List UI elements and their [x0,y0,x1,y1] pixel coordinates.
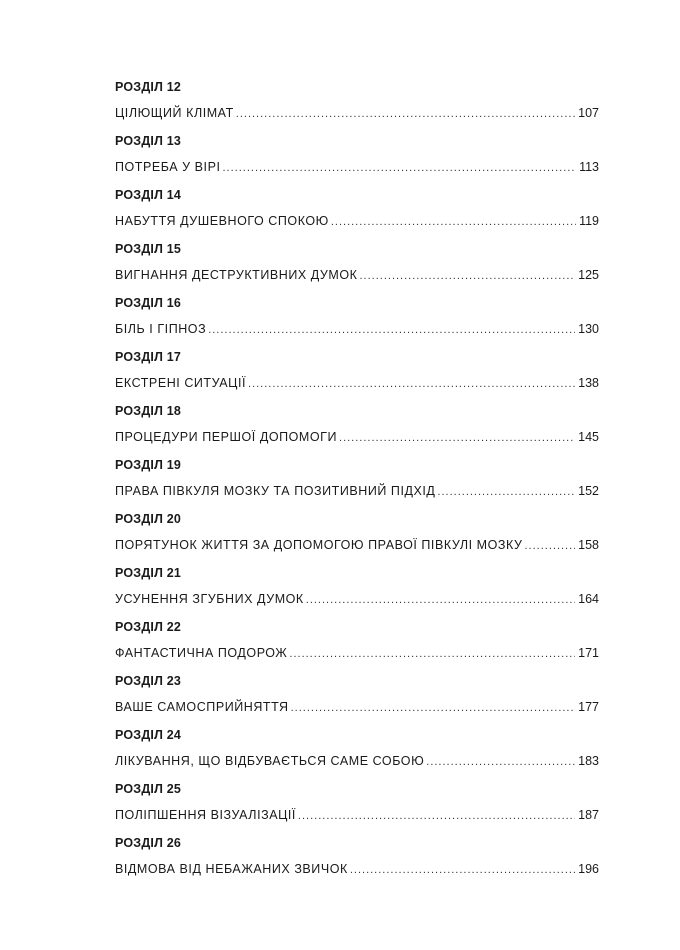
chapter-line[interactable] [115,267,599,283]
page-number[interactable]: 158 [578,538,599,552]
dot-leader [426,754,575,770]
dot-leader [291,700,576,716]
dot-leader [360,268,576,284]
chapter-number: РОЗДІЛ 18 [115,404,182,418]
dot-leader [298,808,575,824]
chapter-number: РОЗДІЛ 16 [115,296,182,310]
chapter-title[interactable]: ВІДМОВА ВІД НЕБАЖАНИХ ЗВИЧОК [115,862,348,876]
toc-entry[interactable] [115,241,599,292]
dot-leader [223,160,577,176]
chapter-number: РОЗДІЛ 25 [115,782,182,796]
page-number[interactable]: 107 [578,106,599,120]
chapter-title[interactable]: ЦІЛЮЩИЙ КЛІМАТ [115,106,234,120]
toc-entry[interactable] [115,133,599,184]
page-number[interactable]: 187 [578,808,599,822]
dot-leader [236,106,575,122]
dot-leader [306,592,575,608]
toc-entry[interactable] [115,511,599,562]
chapter-line[interactable] [115,375,599,391]
toc-entry[interactable] [115,835,599,886]
chapter-number: РОЗДІЛ 22 [115,620,182,634]
chapter-title[interactable]: ПОРЯТУНОК ЖИТТЯ ЗА ДОПОМОГОЮ ПРАВОЇ ПІВКУЛІ МОЗКУ [115,538,523,552]
chapter-number: РОЗДІЛ 19 [115,458,182,472]
chapter-title[interactable]: БІЛЬ І ГІПНОЗ [115,322,207,336]
dot-leader [331,214,576,230]
chapter-title[interactable]: ВИГНАННЯ ДЕСТРУКТИВНИХ ДУМОК [115,268,358,282]
chapter-title[interactable]: НАБУТТЯ ДУШЕВНОГО СПОКОЮ [115,214,329,228]
page-number[interactable]: 196 [578,862,599,876]
chapter-line[interactable] [115,591,599,607]
toc-entry[interactable] [115,781,599,832]
dot-leader [289,646,575,662]
chapter-title[interactable]: ПОТРЕБА У ВІРІ [115,160,221,174]
chapter-title[interactable]: ПРАВА ПІВКУЛЯ МОЗКУ ТА ПОЗИТИВНИЙ ПІДХІД [115,484,436,498]
page-number[interactable]: 130 [578,322,599,336]
chapter-title[interactable]: ФАНТАСТИЧНА ПОДОРОЖ [115,646,288,660]
dot-leader [525,538,576,554]
page-number[interactable]: 119 [579,214,599,228]
chapter-number: РОЗДІЛ 20 [115,512,182,526]
chapter-number: РОЗДІЛ 13 [115,134,182,148]
chapter-line[interactable] [115,699,599,715]
toc-entry[interactable] [115,619,599,670]
chapter-line[interactable] [115,645,599,661]
chapter-title[interactable]: ПОЛІПШЕННЯ ВІЗУАЛІЗАЦІЇ [115,808,296,822]
page-number[interactable]: 145 [578,430,599,444]
chapter-line[interactable] [115,807,599,823]
chapter-line[interactable] [115,483,599,499]
chapter-number: РОЗДІЛ 23 [115,674,182,688]
dot-leader [339,430,575,446]
toc-entry[interactable] [115,457,599,508]
dot-leader [350,862,575,878]
page-number[interactable]: 138 [578,376,599,390]
chapter-number: РОЗДІЛ 12 [115,80,182,94]
dot-leader [208,322,575,338]
chapter-line[interactable] [115,213,599,229]
toc-entry[interactable] [115,673,599,724]
page-number[interactable]: 125 [578,268,599,282]
chapter-number: РОЗДІЛ 15 [115,242,182,256]
chapter-line[interactable] [115,105,599,121]
chapter-title[interactable]: ЕКСТРЕНІ СИТУАЦІЇ [115,376,247,390]
chapter-number: РОЗДІЛ 14 [115,188,182,202]
toc-entry[interactable] [115,295,599,346]
chapter-line[interactable] [115,321,599,337]
dot-leader [437,484,575,500]
toc-entry[interactable] [115,565,599,616]
toc-entry[interactable] [115,349,599,400]
page-number[interactable]: 164 [578,592,599,606]
chapter-title[interactable]: ВАШЕ САМОСПРИЙНЯТТЯ [115,700,289,714]
toc-entry[interactable] [115,403,599,454]
page-number[interactable]: 177 [578,700,599,714]
toc-entry[interactable] [115,187,599,238]
chapter-number: РОЗДІЛ 26 [115,836,182,850]
dot-leader [248,376,575,392]
chapter-line[interactable] [115,537,599,553]
page-number[interactable]: 183 [578,754,599,768]
chapter-number: РОЗДІЛ 21 [115,566,182,580]
chapter-title[interactable]: ЛІКУВАННЯ, ЩО ВІДБУВАЄТЬСЯ САМЕ СОБОЮ [115,754,425,768]
chapter-title[interactable]: УСУНЕННЯ ЗГУБНИХ ДУМОК [115,592,304,606]
chapter-title[interactable]: ПРОЦЕДУРИ ПЕРШОЇ ДОПОМОГИ [115,430,338,444]
chapter-number: РОЗДІЛ 24 [115,728,182,742]
page-number[interactable]: 171 [578,646,599,660]
chapter-line[interactable] [115,429,599,445]
page-number[interactable]: 152 [578,484,599,498]
chapter-line[interactable] [115,861,599,877]
chapter-number: РОЗДІЛ 17 [115,350,182,364]
page-number[interactable]: 113 [579,160,599,174]
toc-entry[interactable] [115,79,599,130]
chapter-line[interactable] [115,753,599,769]
toc-entry[interactable] [115,727,599,778]
chapter-line[interactable] [115,159,599,175]
table-of-contents [115,76,599,886]
